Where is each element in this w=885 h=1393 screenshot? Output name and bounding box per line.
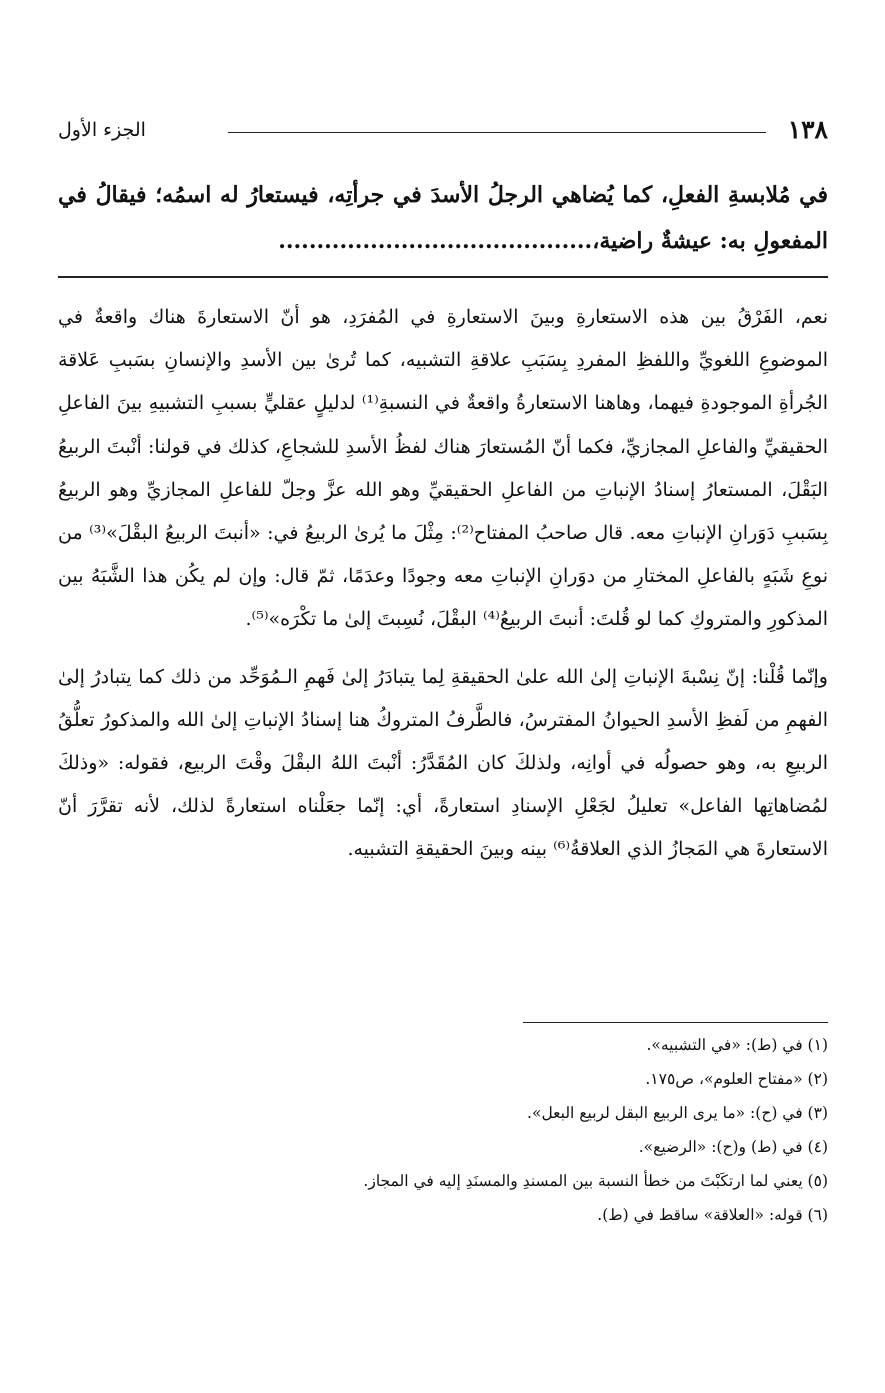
matn-separator-rule [58,276,828,278]
footnote-6: (٦) قوله: «العلاقة» ساقط في (ط). [597,1206,828,1224]
commentary-paragraph-2: وإنّما قُلْنا: إنّ نِسْبةَ الإنباتِ إلىٰ الله علىٰ الحقيقةِ لِما يتبادَرُ إلىٰ فَهمِ الـمُوَحِّد من ذلك كما يتبادرُ إلىٰ الفهمِ من لَفظِ الأسدِ الحيوانُ المفترسُ، فالطَّرفُ المتروكُ هنا إسنادُ الإنباتِ إلىٰ الله والمذكورُ تعلُّقُ الربيعِ به، وهو حصولُه في أوانِه، ولذلكَ كان المُقَدَّرُ: أنْبتَ اللهُ البقْلَ وقْتَ الربيع، فقوله: «وذلكَ لمُضاهاتِها الفاعل» تعليلُ لجَعْلِ الإسنادِ استعارةً، أي: إنّما جعَلْناه استعارةً لذلك، لأنه تقرَّرَ أنّ الاستعارةَ هي المَجازُ الذي العلاقةُ⁽⁶⁾ بينه وبينَ الحقيقةِ التشبيه. [58,665,828,861]
footnote-3: (٣) في (ح): «ما يرى الربيع البقل لربيع البعل». [527,1104,828,1122]
page-number: ١٣٨ [787,115,828,144]
footnote-4: (٤) في (ط) و(ح): «الرضيع». [638,1138,828,1156]
matn-text-block [58,172,828,264]
commentary-paragraph-1: نعم، الفَرْقُ بين هذه الاستعارةِ وبينَ الاستعارةِ في المُفرَدِ، هو أنّ الاستعارةَ هناك واقعةٌ في الموضوعِ اللغويِّ واللفظِ المفردِ بِسَبَبِ علاقةِ التشبيه، كما تُرىٰ بين الأسدِ والإنسانِ بسَببِ عَلاقة الجُرأةِ الموجودةِ فيهما، وهاهنا الاستعارةُ واقعةٌ في النسبةِ⁽¹⁾ لدليلٍ عقليٍّ بسببِ التشبيهِ بينَ الفاعلِ الحقيقيِّ والفاعلِ المجازيِّ، فكما أنّ المُستعارَ هناك لفظُ الأسدِ للشجاعِ، كذلك في قولنا: أنْبتَ الربيعُ البَقْلَ، المستعارُ إسنادُ الإنباتِ من الفاعلِ الحقيقيِّ وهو الله عزَّ وجلّ للفاعلِ المجازيِّ وهو الربيعُ بِسَببِ دَوَرانِ الإنباتِ معه. قال صاحبُ المفتاح⁽²⁾: مِثْلَ ما يُرىٰ الربيعُ في: «أنبتَ الربيعُ البقْلَ»⁽³⁾ من نوعِ شَبَهٍ بالفاعلِ المختارِ من دوَرانِ الإنباتِ معه وجودًا وعدَمًا، ثمّ قال: وإن لم يكُن هذا الشَّبَهُ بين المذكورِ والمتروكِ كما لو قُلتَ: أنبتَ الربيعُ⁽⁴⁾ البقْلَ، نُسِبتَ إلىٰ ما تكْرَه»⁽⁵⁾. [58,306,828,631]
commentary-block [58,296,828,872]
footnote-5: (٥) يعني لما ارتكَبْتَ من خطأ النسبة بين المسندِ والمسنَدِ إليه في المجاز. [363,1172,828,1190]
footnote-2: (٢) «مفتاح العلوم»، ص١٧٥. [645,1070,828,1088]
footnote-separator-rule [523,1022,828,1023]
matn-paragraph: في مُلابسةِ الفعلِ، كما يُضاهي الرجلُ الأسدَ في جرأتِه، فيستعارُ له اسمُه؛ فيقالُ في المفعولِ به: عيشةٌ راضية،......................................... [58,182,828,254]
footnote-1: (١) في (ط): «في التشبيه». [646,1036,828,1054]
header-rule [228,132,766,133]
page-header [58,112,828,152]
footnotes-block [58,1028,828,1232]
part-title: الجزء الأول [58,119,146,141]
